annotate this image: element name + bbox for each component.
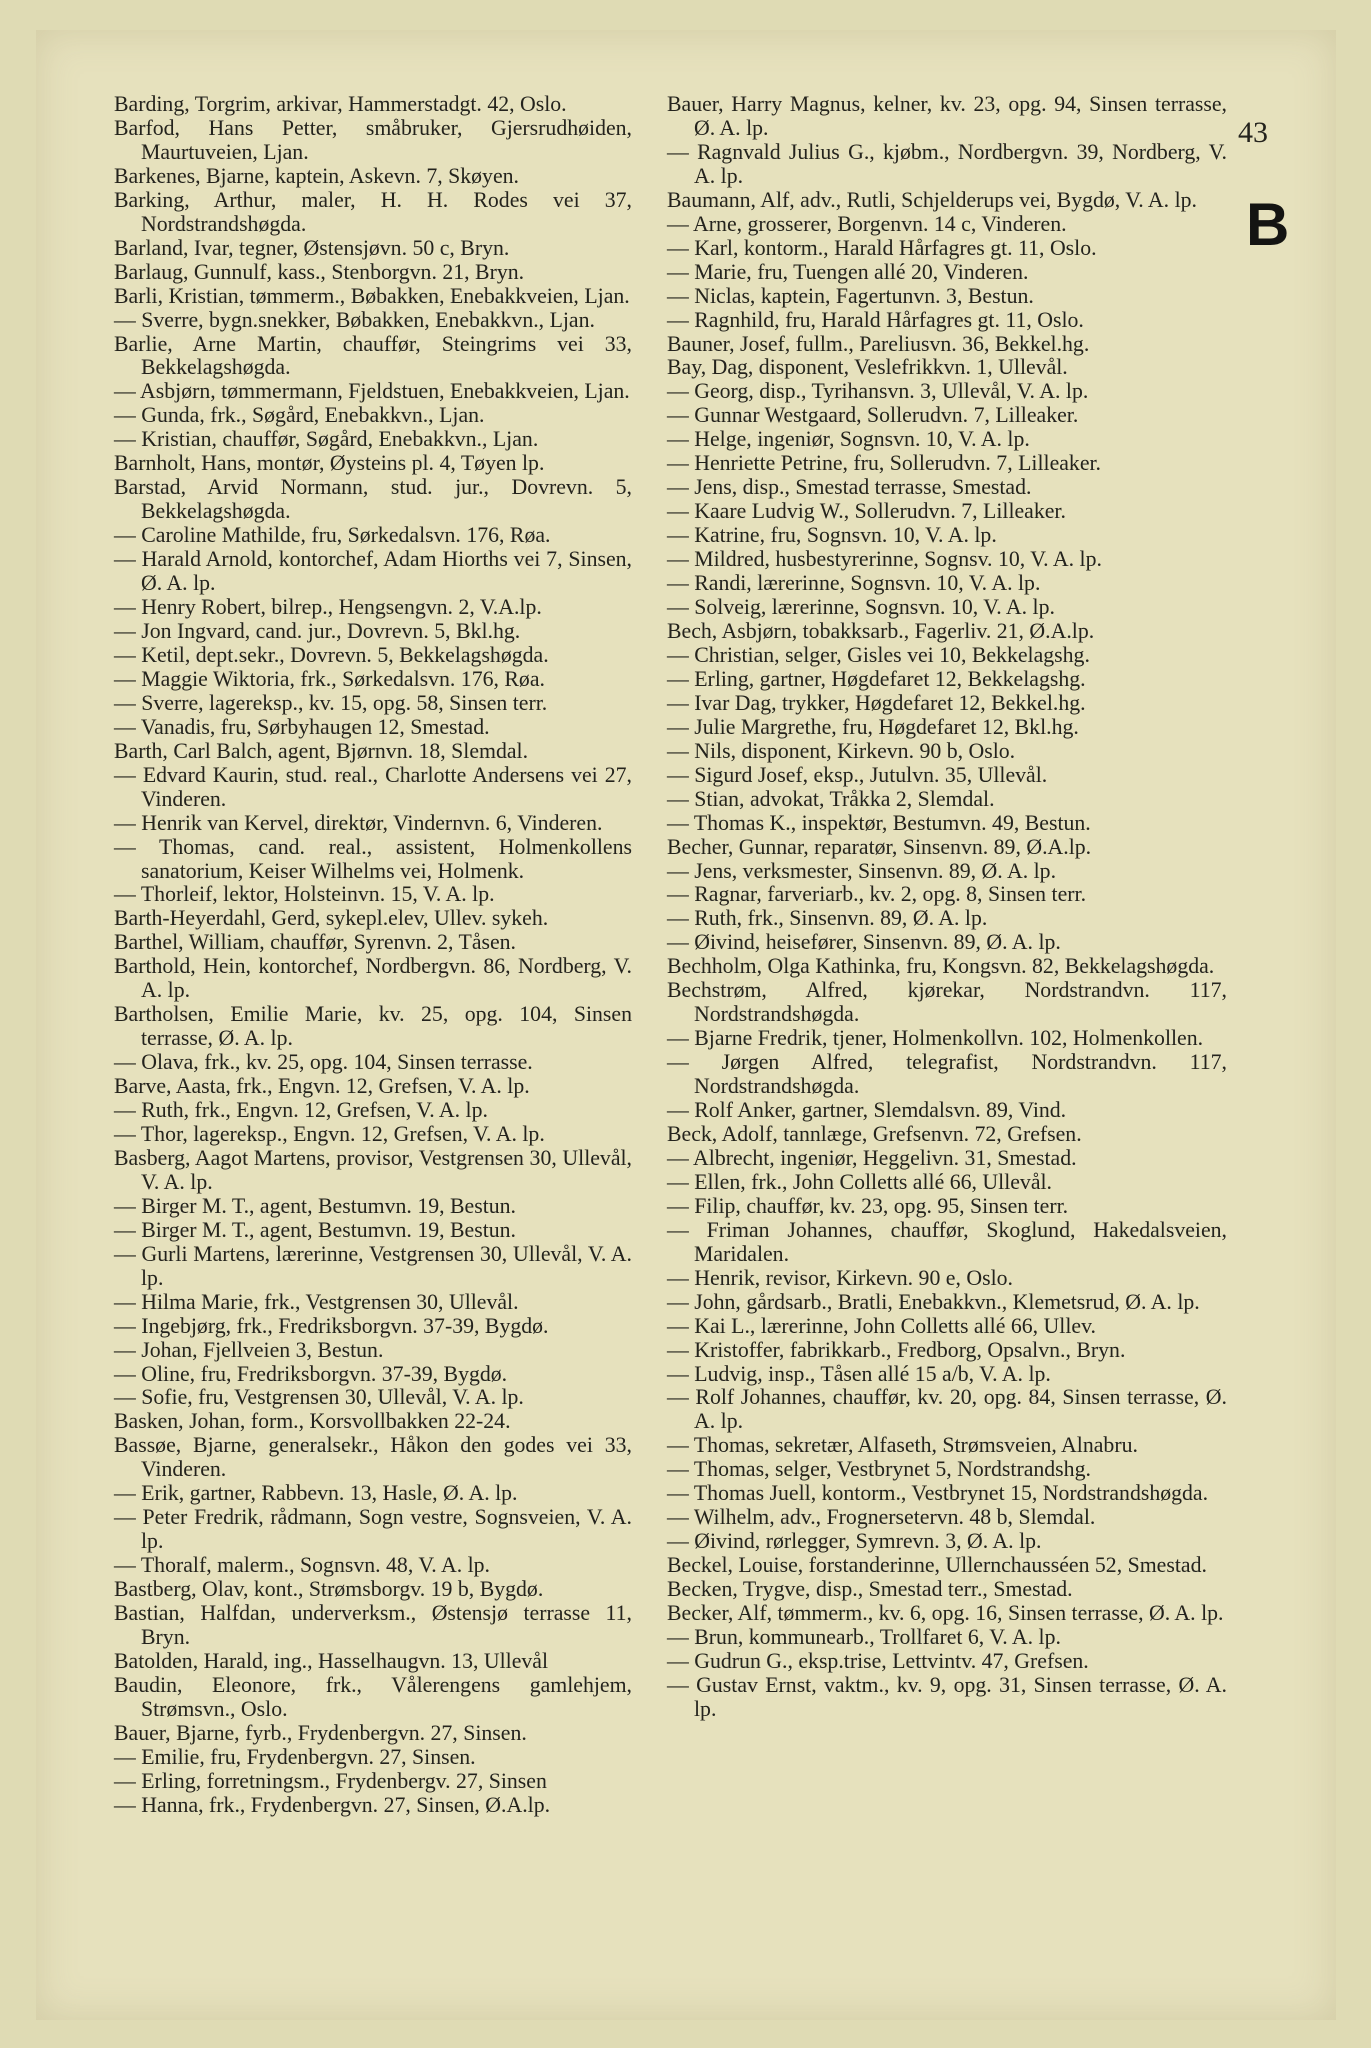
- directory-entry: Barstad, Arvid Normann, stud. jur., Dovrevn. 5, Bekkelagshøgda.: [114, 475, 632, 524]
- directory-entry: — Peter Fredrik, rådmann, Sogn vestre, Sognsveien, V. A. lp.: [114, 1505, 632, 1554]
- directory-entry: — Øivind, rørlegger, Symrevn. 3, Ø. A. lp.: [667, 1529, 1042, 1554]
- directory-entry: — Helge, ingeniør, Sognsvn. 10, V. A. lp.: [667, 427, 1030, 452]
- directory-entry: Beckel, Louise, forstanderinne, Ullernchausséen 52, Smestad.: [667, 1553, 1207, 1578]
- directory-entry: — Harald Arnold, kontorchef, Adam Hiorths vei 7, Sinsen, Ø. A. lp.: [114, 547, 632, 596]
- directory-entry: — Sigurd Josef, eksp., Jutulvn. 35, Ullevål.: [667, 762, 1048, 787]
- directory-entry: — Friman Johannes, chauffør, Skoglund, Hakedalsveien, Maridalen.: [667, 1217, 1227, 1266]
- directory-entry: — Thor, lagereksp., Engvn. 12, Grefsen, V. A. lp.: [114, 1121, 545, 1146]
- directory-entry: Barking, Arthur, maler, H. H. Rodes vei 37, Nordstrandshøgda.: [114, 187, 632, 236]
- directory-entry: — Ellen, frk., John Colletts allé 66, Ullevål.: [667, 1169, 1053, 1194]
- directory-entry: — Edvard Kaurin, stud. real., Charlotte Andersens vei 27, Vinderen.: [114, 762, 632, 811]
- directory-entry: — Gurli Martens, lærerinne, Vestgrensen 30, Ullevål, V. A. lp.: [114, 1241, 632, 1290]
- directory-entry: — Bjarne Fredrik, tjener, Holmenkollvn. 102, Holmenkollen.: [667, 1026, 1204, 1051]
- directory-entry: — Kai L., lærerinne, John Colletts allé 66, Ullev.: [667, 1313, 1096, 1338]
- directory-entry: — Gunnar Westgaard, Sollerudvn. 7, Lilleaker.: [667, 403, 1079, 428]
- directory-entry: — Gudrun G., eksp.trise, Lettvintv. 47, Grefsen.: [667, 1648, 1089, 1673]
- directory-entry: Bartholsen, Emilie Marie, kv. 25, opg. 104, Sinsen terrasse, Ø. A. lp.: [114, 1002, 632, 1051]
- directory-entry: — Birger M. T., agent, Bestumvn. 19, Bestun.: [114, 1217, 517, 1242]
- directory-entry: Basken, Johan, form., Korsvollbakken 22-24.: [114, 1409, 511, 1434]
- directory-entry: — Ruth, frk., Sinsenvn. 89, Ø. A. lp.: [667, 906, 988, 931]
- directory-entry: — Hilma Marie, frk., Vestgrensen 30, Ullevål.: [114, 1289, 519, 1314]
- directory-entry: — Kristoffer, fabrikkarb., Fredborg, Opsalvn., Bryn.: [667, 1337, 1126, 1362]
- directory-entry: — Erik, gartner, Rabbevn. 13, Hasle, Ø. A. lp.: [114, 1481, 518, 1506]
- directory-entry: — Mildred, husbestyrerinne, Sognsv. 10, V. A. lp.: [667, 547, 1102, 572]
- directory-entry: Bastian, Halfdan, underverksm., Østensjø terrasse 11, Bryn.: [114, 1601, 632, 1649]
- directory-entry: — Thomas K., inspektør, Bestumvn. 49, Bestun.: [667, 810, 1091, 835]
- directory-entry: — Vanadis, fru, Sørbyhaugen 12, Smestad.: [114, 714, 490, 739]
- directory-entry: Becken, Trygve, disp., Smestad terr., Smestad.: [667, 1577, 1073, 1602]
- page-number: 43: [1238, 116, 1268, 149]
- directory-entry: Barli, Kristian, tømmerm., Bøbakken, Enebakkveien, Ljan.: [114, 283, 630, 308]
- directory-entry: Basberg, Aagot Martens, provisor, Vestgrensen 30, Ullevål, V. A. lp.: [114, 1145, 632, 1194]
- directory-entry: — Caroline Mathilde, fru, Sørkedalsvn. 176, Røa.: [114, 523, 551, 548]
- directory-entry: — Kristian, chauffør, Søgård, Enebakkvn., Ljan.: [114, 427, 539, 452]
- directory-entry: — Randi, lærerinne, Sognsvn. 10, V. A. lp.: [667, 571, 1041, 596]
- directory-entry: — Johan, Fjellveien 3, Bestun.: [114, 1337, 384, 1362]
- directory-entry: Barland, Ivar, tegner, Østensjøvn. 50 c, Bryn.: [114, 235, 510, 260]
- directory-entry: — Sverre, lagereksp., kv. 15, opg. 58, Sinsen terr.: [114, 690, 548, 715]
- directory-entry: Batolden, Harald, ing., Hasselhaugvn. 13, Ullevål: [114, 1648, 549, 1673]
- directory-entry: Bauer, Harry Magnus, kelner, kv. 23, opg. 94, Sinsen terrasse, Ø. A. lp.: [667, 92, 1227, 140]
- directory-entry: — Kaare Ludvig W., Sollerudvn. 7, Lilleaker.: [667, 499, 1066, 524]
- directory-entry: — Ketil, dept.sekr., Dovrevn. 5, Bekkelagshøgda.: [114, 642, 549, 667]
- directory-entry: — Sofie, fru, Vestgrensen 30, Ullevål, V. A. lp.: [114, 1385, 524, 1410]
- directory-entry: — Thomas Juell, kontorm., Vestbrynet 15, Nordstrandshøgda.: [667, 1481, 1209, 1506]
- directory-entry: — Jørgen Alfred, telegrafist, Nordstrandvn. 117, Nordstrandshøgda.: [667, 1050, 1227, 1099]
- directory-entry: — Thoralf, malerm., Sognsvn. 48, V. A. lp.: [114, 1553, 490, 1578]
- right-column: [667, 93, 1227, 1722]
- directory-entry: — Niclas, kaptein, Fagertunvn. 3, Bestun.: [667, 283, 1034, 308]
- directory-entry: — Ragnvald Julius G., kjøbm., Nordbergvn. 39, Nordberg, V. A. lp.: [667, 139, 1227, 188]
- directory-entry: Baudin, Eleonore, frk., Vålerengens gamlehjem, Strømsvn., Oslo.: [114, 1672, 632, 1721]
- directory-entry: Bech, Asbjørn, tobakksarb., Fagerliv. 21, Ø.A.lp.: [667, 618, 1095, 643]
- directory-entry: Barth-Heyerdahl, Gerd, sykepl.elev, Ullev. sykeh.: [114, 906, 549, 931]
- directory-entry: — Ludvig, insp., Tåsen allé 15 a/b, V. A. lp.: [667, 1361, 1051, 1386]
- directory-entry: — Arne, grosserer, Borgenvn. 14 c, Vinderen.: [667, 211, 1067, 236]
- directory-entry: — Nils, disponent, Kirkevn. 90 b, Oslo.: [667, 738, 1016, 763]
- directory-entry: — Jens, disp., Smestad terrasse, Smestad.: [667, 475, 1032, 500]
- directory-entry: — Ruth, frk., Engvn. 12, Grefsen, V. A. lp.: [114, 1098, 488, 1123]
- directory-entry: — Marie, fru, Tuengen allé 20, Vinderen.: [667, 259, 1029, 284]
- directory-entry: Baumann, Alf, adv., Rutli, Schjelderups vei, Bygdø, V. A. lp.: [667, 187, 1197, 212]
- left-column: [114, 93, 632, 1818]
- directory-entry: — Asbjørn, tømmermann, Fjeldstuen, Enebakkveien, Ljan.: [114, 379, 630, 404]
- directory-entry: — Emilie, fru, Frydenbergvn. 27, Sinsen.: [114, 1744, 476, 1769]
- directory-entry: Bauner, Josef, fullm., Pareliusvn. 36, Bekkel.hg.: [667, 331, 1090, 356]
- directory-entry: Becker, Alf, tømmerm., kv. 6, opg. 16, Sinsen terrasse, Ø. A. lp.: [667, 1601, 1224, 1626]
- directory-entry: — Oline, fru, Fredriksborgvn. 37-39, Bygdø.: [114, 1361, 508, 1386]
- directory-entry: Barthold, Hein, kontorchef, Nordbergvn. 86, Nordberg, V. A. lp.: [114, 954, 632, 1003]
- directory-entry: — Julie Margrethe, fru, Høgdefaret 12, Bkl.hg.: [667, 714, 1079, 739]
- directory-entry: — Henriette Petrine, fru, Sollerudvn. 7, Lilleaker.: [667, 451, 1102, 476]
- directory-entry: — Brun, kommunearb., Trollfaret 6, V. A. lp.: [667, 1625, 1061, 1649]
- directory-entry: — Ragnar, farveriarb., kv. 2, opg. 8, Sinsen terr.: [667, 882, 1087, 907]
- directory-entry: Barlaug, Gunnulf, kass., Stenborgvn. 21, Bryn.: [114, 259, 525, 284]
- section-letter: B: [1246, 191, 1290, 258]
- directory-entry: — Henry Robert, bilrep., Hengsengvn. 2, V.A.lp.: [114, 595, 542, 620]
- directory-entry: — Gunda, frk., Søgård, Enebakkvn., Ljan.: [114, 403, 485, 428]
- directory-entry: — Jon Ingvard, cand. jur., Dovrevn. 5, Bkl.hg.: [114, 618, 521, 643]
- directory-entry: Barfod, Hans Petter, småbruker, Gjersrudhøiden, Maurtuveien, Ljan.: [114, 115, 632, 164]
- directory-entry: — Albrecht, ingeniør, Heggelivn. 31, Smestad.: [667, 1145, 1077, 1170]
- directory-entry: — Hanna, frk., Frydenbergvn. 27, Sinsen, Ø.A.lp.: [114, 1792, 551, 1817]
- directory-entry: — Ivar Dag, trykker, Høgdefaret 12, Bekkel.hg.: [667, 690, 1086, 715]
- directory-entry: — Olava, frk., kv. 25, opg. 104, Sinsen terrasse.: [114, 1050, 533, 1075]
- directory-entry: — Ragnhild, fru, Harald Hårfagres gt. 11, Oslo.: [667, 307, 1084, 332]
- directory-entry: — Erling, gartner, Høgdefaret 12, Bekkelagshg.: [667, 666, 1086, 691]
- directory-entry: — Wilhelm, adv., Frognersetervn. 48 b, Slemdal.: [667, 1505, 1096, 1530]
- directory-entry: — Georg, disp., Tyrihansvn. 3, Ullevål, V. A. lp.: [667, 379, 1089, 404]
- directory-entry: — Maggie Wiktoria, frk., Sørkedalsvn. 176, Røa.: [114, 666, 545, 691]
- directory-entry: Barlie, Arne Martin, chauffør, Steingrims vei 33, Bekkelagshøgda.: [114, 331, 632, 380]
- directory-entry: Barding, Torgrim, arkivar, Hammerstadgt. 42, Oslo.: [114, 92, 567, 116]
- directory-entry: — Thomas, sekretær, Alfaseth, Strømsveien, Alnabru.: [667, 1433, 1138, 1458]
- directory-entry: — Christian, selger, Gisles vei 10, Bekkelagshg.: [667, 642, 1090, 667]
- directory-entry: — Karl, kontorm., Harald Hårfagres gt. 11, Oslo.: [667, 235, 1097, 260]
- directory-entry: Bauer, Bjarne, fyrb., Frydenbergvn. 27, Sinsen.: [114, 1720, 527, 1745]
- directory-entry: Barthel, William, chauffør, Syrenvn. 2, Tåsen.: [114, 930, 517, 955]
- directory-entry: — Ingebjørg, frk., Fredriksborgvn. 37-39, Bygdø.: [114, 1313, 549, 1338]
- directory-entry: — Jens, verksmester, Sinsenvn. 89, Ø. A. lp.: [667, 858, 1057, 883]
- directory-entry: — Rolf Johannes, chauffør, kv. 20, opg. 84, Sinsen terrasse, Ø. A. lp.: [667, 1385, 1227, 1434]
- directory-entry: Barnholt, Hans, montør, Øysteins pl. 4, Tøyen lp.: [114, 451, 545, 476]
- directory-entry: — Øivind, heisefører, Sinsenvn. 89, Ø. A. lp.: [667, 930, 1061, 955]
- directory-entry: — Thomas, cand. real., assistent, Holmenkollens sanatorium, Keiser Wilhelms vei, Holmenk.: [114, 834, 632, 883]
- directory-entry: Bay, Dag, disponent, Veslefrikkvn. 1, Ullevål.: [667, 355, 1068, 380]
- directory-entry: Barkenes, Bjarne, kaptein, Askevn. 7, Skøyen.: [114, 163, 519, 188]
- directory-entry: Bechholm, Olga Kathinka, fru, Kongsvn. 82, Bekkelagshøgda.: [667, 954, 1215, 979]
- directory-entry: — Katrine, fru, Sognsvn. 10, V. A. lp.: [667, 523, 997, 548]
- directory-entry: — Erling, forretningsm., Frydenbergv. 27, Sinsen: [114, 1768, 547, 1793]
- directory-entry: Bechstrøm, Alfred, kjørekar, Nordstrandvn. 117, Nordstrandshøgda.: [667, 978, 1227, 1027]
- directory-entry: — Henrik van Kervel, direktør, Vindernvn. 6, Vinderen.: [114, 810, 603, 835]
- directory-entry: — Gustav Ernst, vaktm., kv. 9, opg. 31, Sinsen terrasse, Ø. A. lp.: [667, 1672, 1227, 1721]
- directory-entry: — Thorleif, lektor, Holsteinvn. 15, V. A. lp.: [114, 882, 495, 907]
- directory-entry: — Thomas, selger, Vestbrynet 5, Nordstrandshg.: [667, 1457, 1091, 1482]
- directory-entry: Barve, Aasta, frk., Engvn. 12, Grefsen, V. A. lp.: [114, 1074, 530, 1099]
- directory-entry: Becher, Gunnar, reparatør, Sinsenvn. 89, Ø.A.lp.: [667, 834, 1092, 859]
- directory-entry: Barth, Carl Balch, agent, Bjørnvn. 18, Slemdal.: [114, 738, 529, 763]
- directory-entry: — Stian, advokat, Tråkka 2, Slemdal.: [667, 786, 995, 811]
- directory-entry: — Rolf Anker, gartner, Slemdalsvn. 89, Vind.: [667, 1098, 1067, 1123]
- directory-entry: Beck, Adolf, tannlæge, Grefsenvn. 72, Grefsen.: [667, 1121, 1082, 1146]
- directory-entry: — Solveig, lærerinne, Sognsvn. 10, V. A. lp.: [667, 595, 1055, 620]
- directory-entry: — Filip, chauffør, kv. 23, opg. 95, Sinsen terr.: [667, 1193, 1069, 1218]
- directory-entry: — Sverre, bygn.snekker, Bøbakken, Enebakkvn., Ljan.: [114, 307, 595, 332]
- directory-entry: Bassøe, Bjarne, generalsekr., Håkon den godes vei 33, Vinderen.: [114, 1433, 632, 1482]
- directory-entry: — John, gårdsarb., Bratli, Enebakkvn., Klemetsrud, Ø. A. lp.: [667, 1289, 1200, 1314]
- directory-entry: Bastberg, Olav, kont., Strømsborgv. 19 b, Bygdø.: [114, 1577, 544, 1602]
- directory-entry: — Henrik, revisor, Kirkevn. 90 e, Oslo.: [667, 1265, 1013, 1290]
- directory-entry: — Birger M. T., agent, Bestumvn. 19, Bestun.: [114, 1193, 517, 1218]
